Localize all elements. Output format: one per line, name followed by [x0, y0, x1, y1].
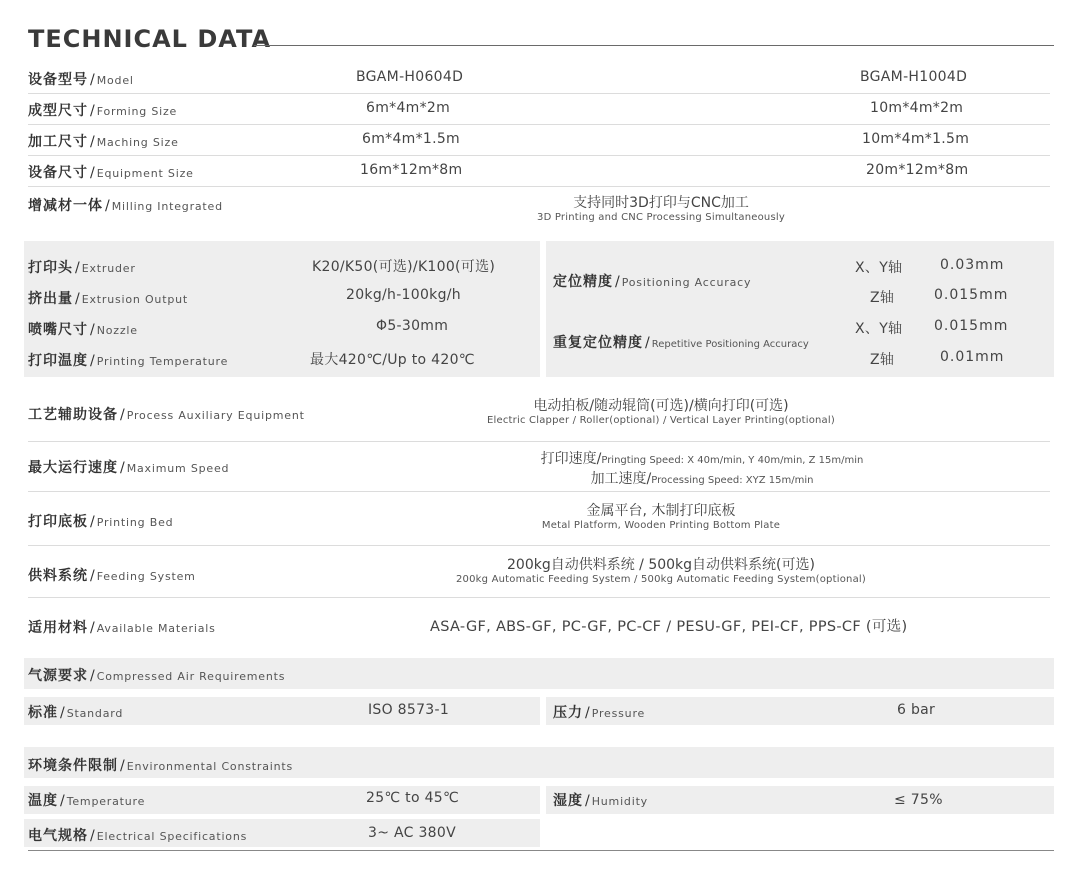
spec-label: 加工尺寸 / Maching Size: [28, 134, 179, 150]
divider: [28, 441, 1050, 442]
equipment-value-2: 20m*12m*8m: [866, 162, 969, 178]
pressure-label: 压力 / Pressure: [553, 705, 646, 721]
spec-label: 工艺辅助设备 / Process Auxiliary Equipment: [28, 407, 305, 423]
spec-label: 适用材料 / Available Materials: [28, 620, 216, 636]
electrical-value: 3~ AC 380V: [368, 825, 456, 841]
spec-label: 喷嘴尺寸 / Nozzle: [28, 322, 138, 338]
repetitive-axis-z: Z轴: [870, 352, 895, 368]
divider: [28, 545, 1050, 546]
divider: [28, 491, 1050, 492]
divider: [28, 597, 1050, 598]
air-header: 气源要求 / Compressed Air Requirements: [28, 668, 286, 684]
standard-value: ISO 8573-1: [368, 702, 450, 718]
extruder-value: K20/K50(可选)/K100(可选): [312, 259, 496, 275]
divider: [28, 186, 1050, 187]
humidity-value: ≤ 75%: [894, 792, 943, 808]
divider: [28, 155, 1050, 156]
spec-row-machining-size: [28, 130, 1050, 152]
auxiliary-value: 电动拍板/随动辊筒(可选)/横向打印(可选) Electric Clapper / Roller(optional) / Vertical Layer Printing(optional): [487, 398, 835, 426]
output-value: 20kg/h-100kg/h: [346, 287, 461, 303]
positioning-axis-xy: X、Y轴: [855, 260, 903, 276]
spec-label: 最大运行速度 / Maximum Speed: [28, 460, 230, 476]
temp-value: 最大420℃/Up to 420℃: [310, 352, 475, 368]
spec-label: 设备尺寸 / Equipment Size: [28, 165, 194, 181]
spec-label: 打印温度 / Printing Temperature: [28, 353, 229, 369]
bed-value: 金属平台, 木制打印底板 Metal Platform, Wooden Printing Bottom Plate: [541, 503, 781, 531]
humidity-label: 湿度 / Humidity: [553, 793, 648, 809]
spec-label: 挤出量 / Extrusion Output: [28, 291, 188, 307]
spec-row-maximum-speed: [28, 448, 1050, 486]
feeding-value: 200kg自动供料系统 / 500kg自动供料系统(可选) 200kg Automatic Feeding System / 500kg Automatic Feeding System(optional): [456, 557, 866, 585]
spec-row-printing-bed: [28, 500, 1050, 534]
temperature-value: 25℃ to 45℃: [366, 790, 460, 806]
spec-row-auxiliary-equipment: [28, 395, 1050, 429]
standard-label: 标准 / Standard: [28, 705, 124, 721]
nozzle-value: Φ5-30mm: [376, 318, 449, 334]
section-header: [28, 24, 1054, 54]
title-underline: [254, 45, 1054, 46]
spec-label: 打印头 / Extruder: [28, 260, 136, 276]
spec-label: 成型尺寸 / Forming Size: [28, 103, 178, 119]
repetitive-axis-xy: X、Y轴: [855, 321, 903, 337]
spec-row-equipment-size: [28, 161, 1050, 183]
materials-value: ASA-GF, ABS-GF, PC-GF, PC-CF / PESU-GF, PEI-CF, PPS-CF (可选): [430, 619, 908, 635]
page-title: TECHNICAL DATA: [28, 25, 272, 53]
spec-row-feeding-system: [28, 554, 1050, 588]
repetitive-label: 重复定位精度 / Repetitive Positioning Accuracy: [553, 335, 809, 351]
spec-label: 打印底板 / Printing Bed: [28, 514, 174, 530]
spec-row-forming-size: [28, 99, 1050, 121]
pressure-value: 6 bar: [897, 702, 936, 718]
positioning-label: 定位精度 / Positioning Accuracy: [553, 274, 752, 290]
spec-label: 供料系统 / Feeding System: [28, 568, 196, 584]
machining-value-1: 6m*4m*1.5m: [362, 131, 460, 147]
model-value-1: BGAM-H0604D: [356, 69, 464, 85]
spec-row-printing-temperature: [28, 349, 1050, 371]
repetitive-value-xy: 0.015mm: [934, 318, 1009, 334]
forming-value-1: 6m*4m*2m: [366, 100, 451, 116]
spec-label: 设备型号 / Model: [28, 72, 134, 88]
spec-row-extrusion-output: [28, 287, 1050, 309]
forming-value-2: 10m*4m*2m: [870, 100, 964, 116]
divider: [28, 93, 1050, 94]
spec-label: 增减材一体 / Milling Integrated: [28, 198, 223, 214]
positioning-value-z: 0.015mm: [934, 287, 1009, 303]
repetitive-value-z: 0.01mm: [940, 349, 1005, 365]
positioning-value-xy: 0.03mm: [940, 257, 1005, 273]
temperature-label: 温度 / Temperature: [28, 793, 146, 809]
speed-value: 打印速度/Pringting Speed: X 40m/min, Y 40m/min, Z 15m/min 加工速度/Processing Speed: XYZ 15m/min: [540, 451, 864, 487]
equipment-value-1: 16m*12m*8m: [360, 162, 463, 178]
positioning-axis-z: Z轴: [870, 290, 895, 306]
divider: [28, 124, 1050, 125]
bottom-rule: [28, 850, 1054, 851]
spec-row-available-materials: [28, 614, 1050, 638]
milling-value: 支持同时3D打印与CNC加工 3D Printing and CNC Processing Simultaneously: [537, 195, 785, 223]
machining-value-2: 10m*4m*1.5m: [862, 131, 970, 147]
env-header: 环境条件限制 / Environmental Constraints: [28, 758, 294, 774]
spec-row-model: [28, 68, 1050, 90]
spec-row-milling-integrated: [28, 192, 1050, 226]
electrical-label: 电气规格 / Electrical Specifications: [28, 828, 248, 844]
model-value-2: BGAM-H1004D: [860, 69, 968, 85]
